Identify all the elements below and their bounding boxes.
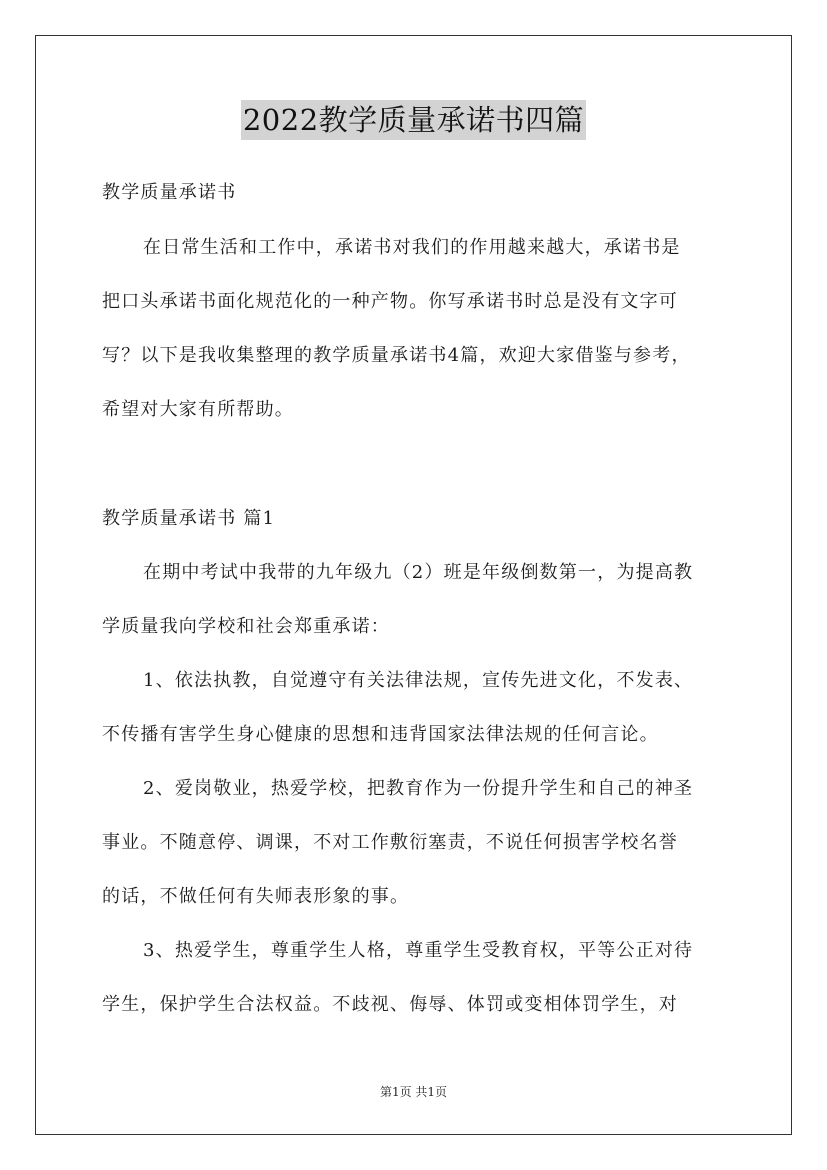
- section1-line-7: 的话，不做任何有失师表形象的事。: [102, 886, 410, 907]
- title-container: [0, 100, 827, 140]
- document-title: 2022教学质量承诺书四篇: [241, 100, 586, 140]
- section1-line-5: 2、爱岗敬业，热爱学校，把教育作为一份提升学生和自己的神圣: [143, 778, 694, 799]
- section1-line-3: 1、依法执教，自觉遵守有关法律法规，宣传先进文化，不发表、: [143, 670, 694, 691]
- intro-heading: 教学质量承诺书: [102, 182, 237, 203]
- section1-line-6: 事业。不随意停、调课，不对工作敷衍塞责，不说任何损害学校名誉: [102, 832, 678, 853]
- section1-line-2: 学质量我向学校和社会郑重承诺：: [102, 616, 390, 637]
- section1-heading: 教学质量承诺书 篇1: [102, 508, 276, 529]
- section1-line-8: 3、热爱学生，尊重学生人格，尊重学生受教育权，平等公正对待: [143, 940, 694, 961]
- intro-line-4: 希望对大家有所帮助。: [102, 399, 294, 420]
- page-footer: 第1页 共1页: [379, 1085, 448, 1099]
- section1-line-4: 不传播有害学生身心健康的思想和违背国家法律法规的任何言论。: [102, 724, 659, 745]
- intro-line-3: 写？以下是我收集整理的教学质量承诺书4篇，欢迎大家借鉴与参考，: [102, 345, 691, 366]
- intro-line-1: 在日常生活和工作中，承诺书对我们的作用越来越大，承诺书是: [143, 237, 681, 258]
- section1-line-1: 在期中考试中我带的九年级九（2）班是年级倒数第一，为提高教: [143, 562, 694, 583]
- intro-line-2: 把口头承诺书面化规范化的一种产物。你写承诺书时总是没有文字可: [102, 291, 678, 312]
- section1-line-9: 学生，保护学生合法权益。不歧视、侮辱、体罚或变相体罚学生，对: [102, 994, 678, 1015]
